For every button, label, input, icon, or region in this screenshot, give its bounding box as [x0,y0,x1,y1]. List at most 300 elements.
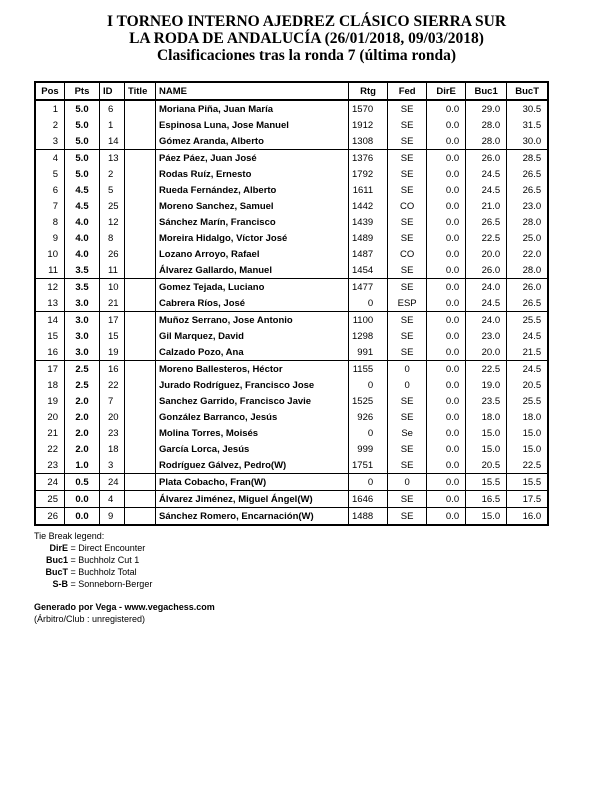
cell-buc1: 28.0 [466,133,507,150]
cell-dire: 0.0 [427,230,466,246]
cell-title [125,377,156,393]
cell-buc1: 24.5 [466,295,507,312]
cell-fed: SE [388,133,427,150]
cell-buct: 26.0 [507,279,549,296]
cell-title [125,150,156,167]
cell-title [125,491,156,508]
cell-pts: 5.0 [65,166,100,182]
cell-title [125,214,156,230]
table-row [35,312,548,329]
table-row [35,246,548,262]
cell-title [125,508,156,526]
cell-title [125,361,156,378]
cell-title [125,393,156,409]
legend-item [34,554,152,566]
cell-pts: 5.0 [65,133,100,150]
cell-rtg: 991 [349,344,388,361]
cell-rtg: 1454 [349,262,388,279]
cell-id: 25 [100,198,125,214]
cell-buc1: 26.0 [466,150,507,167]
cell-title [125,441,156,457]
cell-fed: 0 [388,361,427,378]
col-header-fed: Fed [388,82,427,100]
cell-pos: 26 [35,508,65,526]
cell-buct: 22.0 [507,246,549,262]
cell-pts: 4.0 [65,214,100,230]
legend-item [34,542,152,554]
cell-buct: 28.0 [507,262,549,279]
cell-title [125,262,156,279]
cell-pos: 5 [35,166,65,182]
generator-credit: Generado por Vega - www.vegachess.com [34,602,215,612]
cell-name: Álvarez Jiménez, Miguel Ángel(W) [156,491,349,508]
cell-buc1: 15.0 [466,425,507,441]
cell-id: 7 [100,393,125,409]
cell-buc1: 23.0 [466,328,507,344]
cell-id: 22 [100,377,125,393]
cell-fed: SE [388,214,427,230]
cell-buc1: 19.0 [466,377,507,393]
cell-dire: 0.0 [427,409,466,425]
cell-dire: 0.0 [427,393,466,409]
cell-pts: 2.0 [65,425,100,441]
cell-pos: 20 [35,409,65,425]
cell-dire: 0.0 [427,491,466,508]
table-row [35,328,548,344]
cell-pos: 18 [35,377,65,393]
cell-title [125,457,156,474]
cell-fed: SE [388,150,427,167]
cell-buc1: 18.0 [466,409,507,425]
table-row [35,150,548,167]
cell-rtg: 0 [349,425,388,441]
col-header-id: ID [100,82,125,100]
table-row [35,474,548,491]
cell-id: 8 [100,230,125,246]
legend-key: S-B [52,579,68,589]
table-row [35,425,548,441]
table-row [35,508,548,526]
cell-id: 26 [100,246,125,262]
table-row [35,409,548,425]
cell-pts: 3.0 [65,344,100,361]
cell-rtg: 1298 [349,328,388,344]
report-header [0,13,613,64]
cell-dire: 0.0 [427,328,466,344]
cell-rtg: 999 [349,441,388,457]
cell-fed: SE [388,182,427,198]
col-header-rtg: Rtg [349,82,388,100]
table-row [35,133,548,150]
cell-pts: 2.0 [65,393,100,409]
table-row [35,230,548,246]
cell-buct: 21.5 [507,344,549,361]
cell-title [125,409,156,425]
col-header-buct: BucT [507,82,549,100]
table-row [35,262,548,279]
cell-fed: SE [388,409,427,425]
cell-dire: 0.0 [427,361,466,378]
col-header-name: NAME [156,82,349,100]
table-row [35,198,548,214]
cell-pos: 2 [35,117,65,133]
cell-pts: 2.5 [65,361,100,378]
cell-pos: 10 [35,246,65,262]
cell-buc1: 26.0 [466,262,507,279]
cell-rtg: 1646 [349,491,388,508]
legend-key: Buc1 [45,555,68,565]
legend-text: = Direct Encounter [70,543,146,553]
table-row [35,361,548,378]
cell-name: Sanchez Garrido, Francisco Javie [156,393,349,409]
cell-dire: 0.0 [427,279,466,296]
cell-pts: 4.5 [65,182,100,198]
cell-pos: 25 [35,491,65,508]
cell-pts: 3.0 [65,312,100,329]
cell-name: Moreno Ballesteros, Héctor [156,361,349,378]
cell-dire: 0.0 [427,182,466,198]
cell-fed: 0 [388,377,427,393]
cell-id: 16 [100,361,125,378]
cell-title [125,182,156,198]
cell-rtg: 1912 [349,117,388,133]
cell-name: González Barranco, Jesús [156,409,349,425]
cell-name: Plata Cobacho, Fran(W) [156,474,349,491]
cell-rtg: 1489 [349,230,388,246]
cell-rtg: 1792 [349,166,388,182]
cell-pos: 21 [35,425,65,441]
cell-name: Gil Marquez, David [156,328,349,344]
cell-buct: 23.0 [507,198,549,214]
cell-buct: 30.0 [507,133,549,150]
cell-name: Moreira Hidalgo, Víctor José [156,230,349,246]
cell-title [125,328,156,344]
cell-dire: 0.0 [427,457,466,474]
col-header-dire: DirE [427,82,466,100]
cell-pts: 0.0 [65,508,100,526]
cell-pos: 4 [35,150,65,167]
cell-name: García Lorca, Jesús [156,441,349,457]
cell-buc1: 20.0 [466,344,507,361]
cell-rtg: 1439 [349,214,388,230]
legend-text: = Sonneborn-Berger [70,579,153,589]
cell-rtg: 0 [349,295,388,312]
cell-buc1: 24.0 [466,312,507,329]
cell-id: 21 [100,295,125,312]
col-header-buc1: Buc1 [466,82,507,100]
cell-id: 6 [100,100,125,117]
cell-pts: 4.0 [65,246,100,262]
cell-fed: Se [388,425,427,441]
table-header-row [35,82,548,100]
cell-buct: 24.5 [507,328,549,344]
cell-fed: ESP [388,295,427,312]
cell-pts: 0.0 [65,491,100,508]
cell-pts: 5.0 [65,117,100,133]
col-header-pts: Pts [65,82,100,100]
cell-name: Cabrera Ríos, José [156,295,349,312]
table-row [35,295,548,312]
cell-id: 14 [100,133,125,150]
cell-id: 1 [100,117,125,133]
cell-buct: 15.0 [507,441,549,457]
cell-id: 3 [100,457,125,474]
cell-name: Rodríguez Gálvez, Pedro(W) [156,457,349,474]
cell-name: Calzado Pozo, Ana [156,344,349,361]
cell-rtg: 1442 [349,198,388,214]
col-header-title: Title [125,82,156,100]
legend-key: BucT [45,567,68,577]
cell-pos: 8 [35,214,65,230]
cell-fed: SE [388,166,427,182]
table-row [35,214,548,230]
cell-title [125,117,156,133]
cell-name: Espinosa Luna, Jose Manuel [156,117,349,133]
cell-name: Gómez Aranda, Alberto [156,133,349,150]
cell-id: 9 [100,508,125,526]
table-row [35,100,548,117]
cell-rtg: 1487 [349,246,388,262]
cell-name: Sánchez Romero, Encarnación(W) [156,508,349,526]
cell-dire: 0.0 [427,198,466,214]
registration-note: (Árbitro/Club : unregistered) [34,614,146,624]
table-row [35,457,548,474]
table-row [35,279,548,296]
tie-break-legend [34,530,152,590]
cell-dire: 0.0 [427,133,466,150]
table-row [35,491,548,508]
cell-buct: 16.0 [507,508,549,526]
cell-pos: 22 [35,441,65,457]
cell-id: 18 [100,441,125,457]
cell-buct: 15.0 [507,425,549,441]
cell-pos: 24 [35,474,65,491]
cell-id: 4 [100,491,125,508]
cell-id: 2 [100,166,125,182]
cell-pos: 1 [35,100,65,117]
cell-buc1: 24.0 [466,279,507,296]
cell-buc1: 24.5 [466,166,507,182]
cell-title [125,344,156,361]
legend-title: Tie Break legend: [34,531,105,541]
cell-rtg: 1611 [349,182,388,198]
cell-buct: 25.5 [507,393,549,409]
cell-dire: 0.0 [427,246,466,262]
cell-fed: SE [388,279,427,296]
cell-buct: 26.5 [507,166,549,182]
cell-dire: 0.0 [427,117,466,133]
cell-fed: SE [388,457,427,474]
legend-text: = Buchholz Cut 1 [70,555,140,565]
cell-fed: CO [388,246,427,262]
cell-id: 24 [100,474,125,491]
cell-dire: 0.0 [427,508,466,526]
cell-buc1: 16.5 [466,491,507,508]
cell-name: Jurado Rodríguez, Francisco Jose [156,377,349,393]
cell-rtg: 1525 [349,393,388,409]
cell-pos: 23 [35,457,65,474]
cell-pos: 16 [35,344,65,361]
cell-id: 19 [100,344,125,361]
cell-title [125,230,156,246]
cell-title [125,166,156,182]
tournament-title: I TORNEO INTERNO AJEDREZ CLÁSICO SIERRA SUR [106,13,507,30]
cell-rtg: 1488 [349,508,388,526]
legend-item [34,566,152,578]
cell-id: 13 [100,150,125,167]
cell-buct: 31.5 [507,117,549,133]
cell-fed: SE [388,230,427,246]
table-row [35,441,548,457]
cell-pts: 5.0 [65,150,100,167]
cell-name: Sánchez Marín, Francisco [156,214,349,230]
cell-pts: 2.5 [65,377,100,393]
cell-dire: 0.0 [427,166,466,182]
cell-rtg: 1308 [349,133,388,150]
cell-pos: 3 [35,133,65,150]
cell-rtg: 1751 [349,457,388,474]
table-row [35,117,548,133]
cell-id: 17 [100,312,125,329]
cell-dire: 0.0 [427,150,466,167]
cell-name: Lozano Arroyo, Rafael [156,246,349,262]
cell-name: Rodas Ruíz, Ernesto [156,166,349,182]
cell-id: 20 [100,409,125,425]
cell-pts: 3.5 [65,279,100,296]
standings-body [35,100,548,525]
cell-dire: 0.0 [427,262,466,279]
cell-name: Muñoz Serrano, Jose Antonio [156,312,349,329]
table-row [35,344,548,361]
standings-caption: Clasificaciones tras la ronda 7 (última ronda) [156,47,457,64]
cell-buc1: 22.5 [466,361,507,378]
table-row [35,166,548,182]
cell-pos: 14 [35,312,65,329]
cell-buct: 25.0 [507,230,549,246]
cell-buc1: 28.0 [466,117,507,133]
cell-pos: 6 [35,182,65,198]
cell-fed: SE [388,508,427,526]
cell-title [125,425,156,441]
cell-dire: 0.0 [427,425,466,441]
cell-buct: 26.5 [507,182,549,198]
cell-pos: 19 [35,393,65,409]
cell-dire: 0.0 [427,474,466,491]
cell-buct: 26.5 [507,295,549,312]
cell-buct: 24.5 [507,361,549,378]
cell-pos: 9 [35,230,65,246]
legend-item [34,578,152,590]
cell-pts: 0.5 [65,474,100,491]
cell-buc1: 22.5 [466,230,507,246]
tournament-subtitle: LA RODA DE ANDALUCÍA (26/01/2018, 09/03/2018) [129,30,484,47]
cell-dire: 0.0 [427,295,466,312]
cell-buct: 20.5 [507,377,549,393]
cell-rtg: 926 [349,409,388,425]
table-row [35,377,548,393]
cell-name: Álvarez Gallardo, Manuel [156,262,349,279]
cell-fed: SE [388,100,427,117]
cell-title [125,133,156,150]
cell-fed: SE [388,262,427,279]
cell-pts: 3.5 [65,262,100,279]
cell-fed: SE [388,328,427,344]
cell-dire: 0.0 [427,441,466,457]
cell-buc1: 29.0 [466,100,507,117]
cell-dire: 0.0 [427,100,466,117]
report-footer [34,601,215,625]
cell-rtg: 0 [349,474,388,491]
cell-title [125,295,156,312]
cell-pos: 11 [35,262,65,279]
cell-name: Molina Torres, Moisés [156,425,349,441]
cell-title [125,312,156,329]
cell-rtg: 1376 [349,150,388,167]
cell-name: Moriana Piña, Juan María [156,100,349,117]
cell-buc1: 24.5 [466,182,507,198]
cell-pts: 4.5 [65,198,100,214]
cell-pts: 4.0 [65,230,100,246]
cell-fed: SE [388,312,427,329]
cell-rtg: 1155 [349,361,388,378]
cell-buc1: 26.5 [466,214,507,230]
cell-pts: 2.0 [65,441,100,457]
cell-id: 23 [100,425,125,441]
cell-rtg: 1570 [349,100,388,117]
cell-name: Páez Páez, Juan José [156,150,349,167]
cell-dire: 0.0 [427,344,466,361]
cell-buc1: 21.0 [466,198,507,214]
cell-fed: SE [388,441,427,457]
cell-fed: CO [388,198,427,214]
cell-fed: SE [388,344,427,361]
cell-name: Gomez Tejada, Luciano [156,279,349,296]
cell-pos: 7 [35,198,65,214]
cell-pos: 15 [35,328,65,344]
cell-pos: 12 [35,279,65,296]
cell-dire: 0.0 [427,214,466,230]
cell-pts: 1.0 [65,457,100,474]
cell-id: 12 [100,214,125,230]
cell-buct: 15.5 [507,474,549,491]
legend-key: DirE [49,543,68,553]
cell-id: 5 [100,182,125,198]
cell-buc1: 20.0 [466,246,507,262]
cell-dire: 0.0 [427,312,466,329]
table-row [35,182,548,198]
table-row [35,393,548,409]
cell-buc1: 15.0 [466,508,507,526]
cell-buc1: 23.5 [466,393,507,409]
cell-title [125,246,156,262]
cell-fed: SE [388,491,427,508]
cell-pts: 3.0 [65,295,100,312]
cell-fed: 0 [388,474,427,491]
cell-id: 10 [100,279,125,296]
cell-fed: SE [388,117,427,133]
cell-title [125,100,156,117]
cell-id: 15 [100,328,125,344]
cell-pts: 2.0 [65,409,100,425]
legend-text: = Buchholz Total [70,567,137,577]
cell-buct: 28.5 [507,150,549,167]
cell-pos: 17 [35,361,65,378]
cell-buc1: 20.5 [466,457,507,474]
cell-title [125,474,156,491]
cell-title [125,279,156,296]
cell-title [125,198,156,214]
cell-name: Moreno Sanchez, Samuel [156,198,349,214]
